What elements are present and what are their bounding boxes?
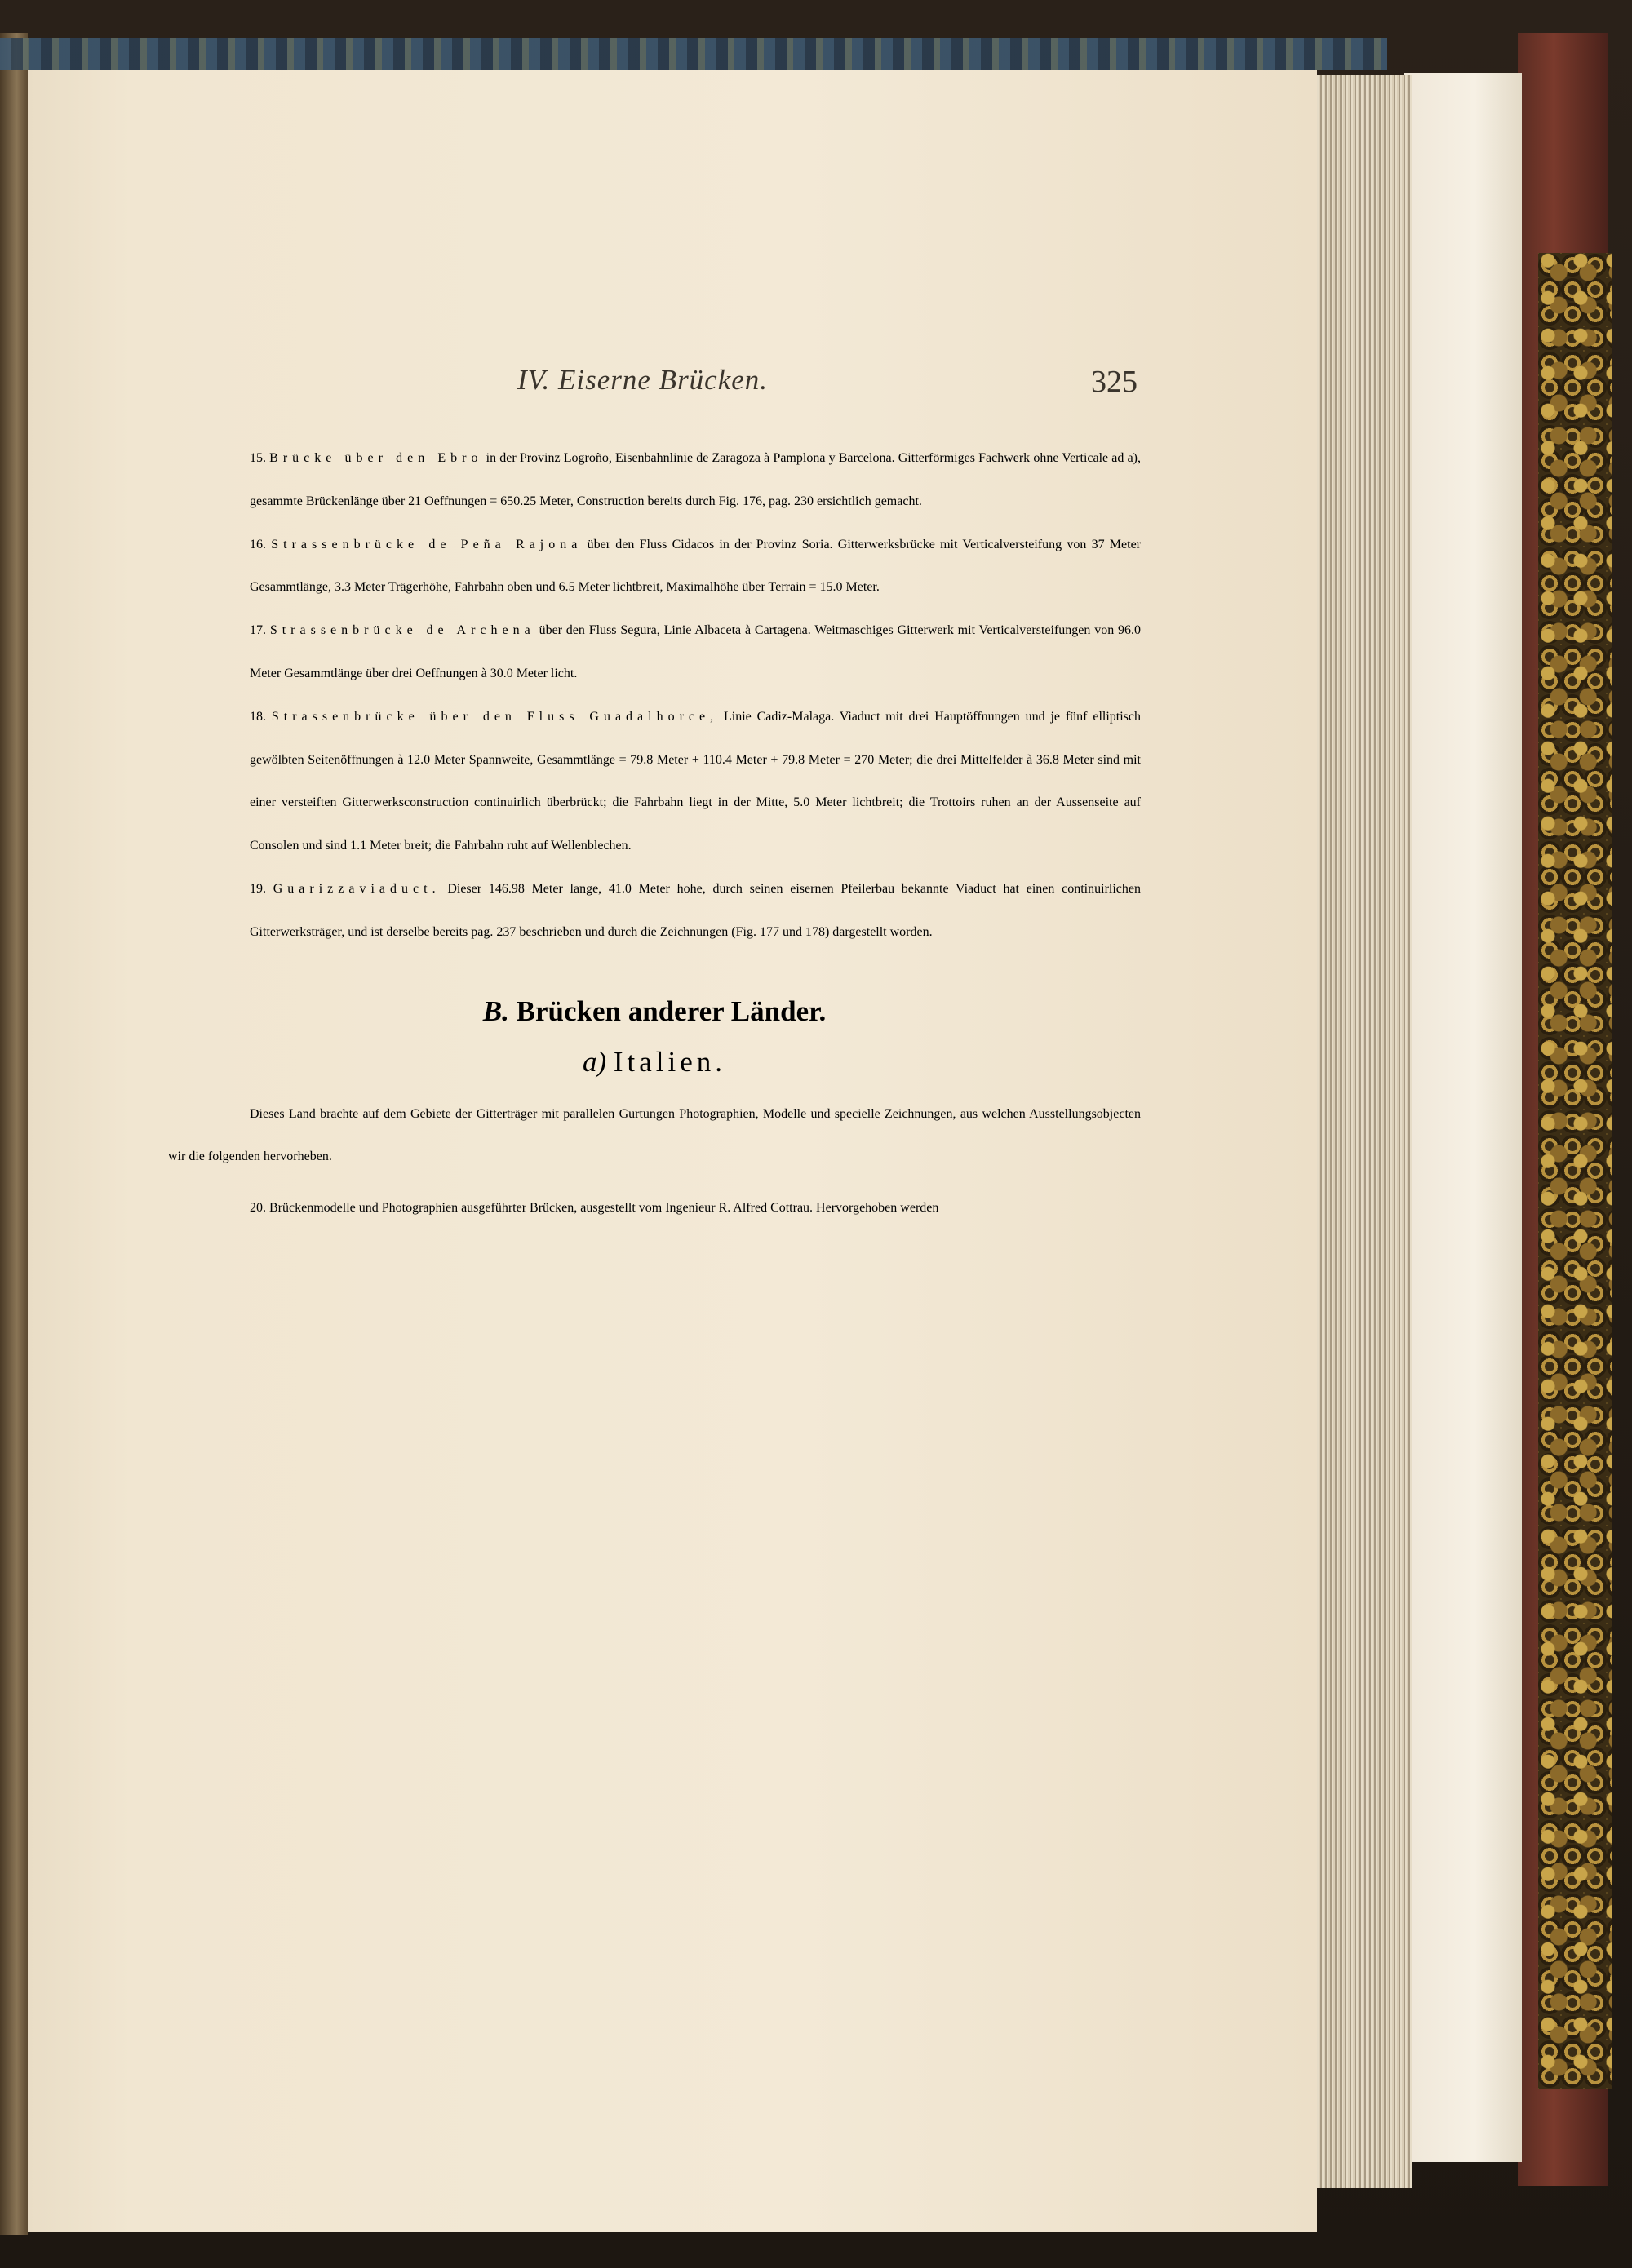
page-body [168,437,1141,1230]
running-title: IV. Eiserne Brücken. [517,364,769,396]
entry-number: 20. [250,1201,266,1216]
section-title: Brücken anderer Länder. [516,994,827,1027]
entry-number: 16. [250,537,266,551]
entry-text: in der Provinz Logroño, Eisenbahnlinie de Zaragoza à Pamplona y Barcelona. Gitterförmiges Fachwerk ohne Verticale ad a), gesammte Brückenlänge über 21 Oeffnungen = 650.25 Meter, Construction bereits durch Fig. 176, pag. 230 ersichtlich gemacht. [250,451,1141,508]
entry-text: über den Fluss Cidacos in der Provinz Soria. Gitterwerksbrücke mit Verticalversteifung von 37 Meter Gesammtlänge, 3.3 Meter Trägerhöhe, Fahrbahn oben und 6.5 Meter lichtbreit, Maximalhöhe über Terrain = 15.0 Meter. [250,537,1142,595]
page-number: 325 [1091,365,1138,399]
entry-18 [168,696,1141,868]
entry-text: Linie Cadiz-Malaga. Viaduct mit drei Hauptöffnungen und je fünf elliptisch gewölbten Seitenöffnungen à 12.0 Meter Spannweite, Gesammtlänge = 79.8 Meter + 110.4 Meter + 79.8 Meter = 270 Meter; die drei Mittelfelder à 36.8 Meter sind mit einer versteiften Gitterwerksconstruction continuirlich überbrückt; die Fahrbahn liegt in der Mitte, 5.0 Meter lichtbreit; die Trottoirs ruhen an der Aussenseite auf Consolen und sind 1.1 Meter breit; die Fahrbahn ruht auf Wellenblechen. [250,709,1141,853]
book-page [28,70,1317,2232]
entry-name: Strassenbrücke über den Fluss Guadalhorce, [271,709,719,724]
page-stack-edge [1314,75,1412,2188]
top-binding-edge [0,38,1387,70]
subsection-heading [168,1041,1141,1083]
subsection-title: Italien. [613,1045,727,1078]
entry-15 [168,437,1141,524]
marbled-cover-edge [1538,253,1612,2089]
entry-text: über den Fluss Segura, Linie Albaceta à Cartagena. Weitmaschiges Gitterwerk mit Verticalversteifungen von 96.0 Meter Gesammtlänge über drei Oeffnungen à 30.0 Meter licht. [250,623,1142,680]
entry-name: Guarizzaviaduct. [273,881,441,896]
entry-name: Strassenbrücke de Archena [269,623,535,638]
entry-19 [168,868,1141,955]
page-header [517,364,1138,410]
entry-number: 19. [250,881,266,896]
entry-number: 18. [250,709,266,724]
entry-name: Strassenbrücke de Peña Rajona [271,537,583,551]
section-heading [168,990,1141,1033]
left-binding-edge [0,33,28,2235]
entry-text: Brückenmodelle und Photographien ausgeführter Brücken, ausgestellt vom Ingenieur R. Alfred Cottrau. Hervorgehoben werden [269,1201,939,1216]
entry-17 [168,609,1141,696]
entry-text: Dieser 146.98 Meter lange, 41.0 Meter hohe, durch seinen eisernen Pfeilerbau bekannte Viaduct hat einen continuirlichen Gitterwerksträger, und ist derselbe bereits pag. 237 beschrieben und durch die Zeichnungen (Fig. 177 und 178) dargestellt worden. [250,881,1141,939]
entry-name: Brücke über den Ebro [269,451,483,465]
entry-16 [168,524,1141,610]
entry-number: 15. [250,451,266,465]
section-letter: B. [482,994,509,1027]
intro-paragraph: Dieses Land brachte auf dem Gebiete der Gitterträger mit parallelen Gurtungen Photographien, Modelle und specielle Zeichnungen, aus welchen Ausstellungsobjecten wir die folgenden hervorheben. [168,1106,1141,1164]
entry-number: 17. [250,623,266,638]
subsection-letter: a) [582,1045,607,1078]
right-page-leaf [1404,73,1522,2162]
entry-20 [168,1187,1141,1230]
